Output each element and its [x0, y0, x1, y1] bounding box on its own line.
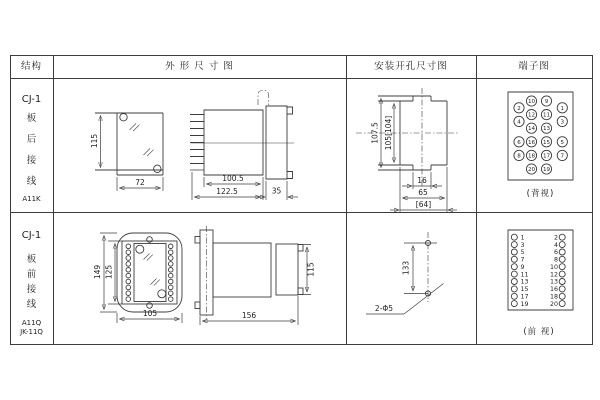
terminal-number: 18 — [549, 293, 558, 301]
outline-drawing-row2 — [53, 212, 346, 344]
terminal-number: 19 — [520, 300, 529, 308]
glass-hatch — [144, 254, 160, 286]
terminal-number: 2 — [517, 105, 521, 112]
terminal-number: 4 — [553, 241, 558, 249]
orientation-char: 后 — [26, 134, 37, 145]
terminal-number: 17 — [542, 153, 551, 160]
cover-screw — [120, 114, 127, 121]
mounting-flange — [266, 106, 287, 179]
orientation-char: 板 — [26, 113, 37, 124]
terminal-number: 5 — [520, 249, 525, 257]
relay-front-view — [90, 113, 163, 191]
terminal-number: 6 — [517, 139, 521, 146]
terminal-number: 13 — [520, 278, 529, 286]
type-code: JK-11Q — [20, 328, 43, 336]
header-structure: 结构 — [20, 61, 42, 72]
mounting-hole — [147, 303, 153, 309]
dim-inner-height: 105[104] — [384, 115, 393, 151]
drill-holes — [366, 232, 444, 314]
outline-drawing-row1 — [53, 78, 346, 212]
dim-width: 72 — [135, 178, 145, 188]
terminal-number: 9 — [520, 263, 525, 271]
terminal-number: 10 — [527, 99, 536, 105]
dim-hole-spacing: 133 — [401, 260, 411, 276]
hole-spec: 2-Φ5 — [374, 304, 394, 313]
panel-cutout — [356, 88, 458, 213]
orientation-char: 前 — [26, 269, 37, 280]
terminal-pins — [190, 115, 204, 164]
terminal-number: 15 — [520, 286, 529, 294]
header-install: 安装开孔尺寸图 — [374, 61, 448, 72]
relay-side-view — [195, 226, 316, 325]
dim-rear-height: 115 — [306, 262, 316, 277]
terminal-number: 13 — [549, 278, 558, 286]
terminal-number: 1 — [560, 105, 565, 112]
terminal-number: 8 — [553, 256, 558, 264]
dim-width: 65 — [418, 188, 428, 197]
terminal-number: 11 — [520, 271, 529, 279]
terminal-number: 13 — [542, 126, 551, 133]
terminal-number: 1 — [520, 234, 525, 242]
structure-cell-row2 — [10, 212, 53, 344]
terminal-number: 18 — [527, 153, 536, 160]
mounting-hole — [147, 237, 153, 243]
dim-notch-width: 16 — [417, 176, 427, 185]
terminal-number: 11 — [542, 112, 551, 119]
header-terminal: 端子图 — [518, 61, 550, 72]
relay-front-view — [93, 233, 182, 323]
orientation-char: 接 — [26, 284, 37, 295]
dim-width: 105 — [142, 309, 158, 318]
terminal-number: 3 — [560, 119, 565, 126]
dim-flange: 35 — [271, 186, 282, 196]
terminal-number: 15 — [542, 139, 551, 146]
dim-inner-height: 125 — [104, 264, 114, 280]
terminal-number: 5 — [560, 139, 565, 146]
cover-screw — [136, 245, 144, 253]
install-drawing-row1 — [346, 78, 476, 212]
terminal-number: 7 — [560, 153, 565, 160]
terminal-number: 12 — [549, 271, 558, 279]
dim-outer-height: 149 — [93, 264, 102, 280]
terminal-number: 20 — [527, 167, 536, 173]
terminal-number: 14 — [527, 126, 536, 133]
dim-outer-height: 107.5 — [370, 122, 380, 144]
dim-height: 115 — [90, 133, 99, 149]
dim-width-alt: [64] — [415, 200, 432, 209]
dim-depth: 156 — [241, 311, 257, 320]
terminal-number: 7 — [520, 256, 525, 264]
terminal-numbers-front — [521, 234, 559, 307]
terminal-number: 20 — [549, 300, 558, 308]
terminal-number: 4 — [517, 119, 521, 126]
terminal-number: 6 — [553, 249, 558, 257]
dim-body-depth: 100.5 — [222, 174, 244, 183]
type-code: A11Q — [21, 319, 42, 327]
model-name: CJ-1 — [21, 230, 42, 241]
dim-total-depth: 122.5 — [216, 187, 238, 196]
glass-hatch — [130, 124, 154, 157]
install-drawing-row2 — [346, 212, 476, 344]
orientation-char: 板 — [26, 254, 37, 265]
terminal-number: 10 — [549, 263, 558, 271]
relay-side-view — [190, 91, 298, 201]
view-label-front: (前 视) — [523, 327, 555, 337]
structure-cell-row1 — [10, 78, 53, 212]
terminal-number: 9 — [544, 99, 549, 105]
terminal-diagram-back — [476, 78, 592, 212]
cover-screw — [154, 165, 161, 172]
terminal-number: 12 — [527, 112, 536, 119]
table-border-right — [592, 55, 593, 345]
terminal-number: 19 — [542, 167, 551, 173]
orientation-char: 接 — [26, 155, 37, 166]
header-outline: 外 形 尺 寸 图 — [165, 61, 234, 72]
view-label-back: (背视) — [526, 189, 555, 199]
terminal-number: 16 — [527, 139, 536, 146]
terminal-number: 3 — [520, 241, 525, 249]
terminal-number: 17 — [520, 293, 529, 301]
rear-block — [276, 244, 298, 295]
terminal-number: 8 — [517, 153, 521, 160]
terminal-number: 16 — [549, 286, 558, 294]
type-code: A11K — [22, 195, 41, 203]
cover-screw — [158, 290, 166, 298]
terminal-circles-back — [514, 96, 568, 174]
seal-tag — [258, 91, 269, 106]
model-name: CJ-1 — [21, 94, 42, 105]
orientation-char: 线 — [26, 299, 37, 310]
terminal-number: 2 — [553, 234, 558, 242]
orientation-char: 线 — [26, 176, 37, 187]
terminal-diagram-front — [476, 212, 592, 344]
table-border-bottom — [10, 344, 592, 345]
